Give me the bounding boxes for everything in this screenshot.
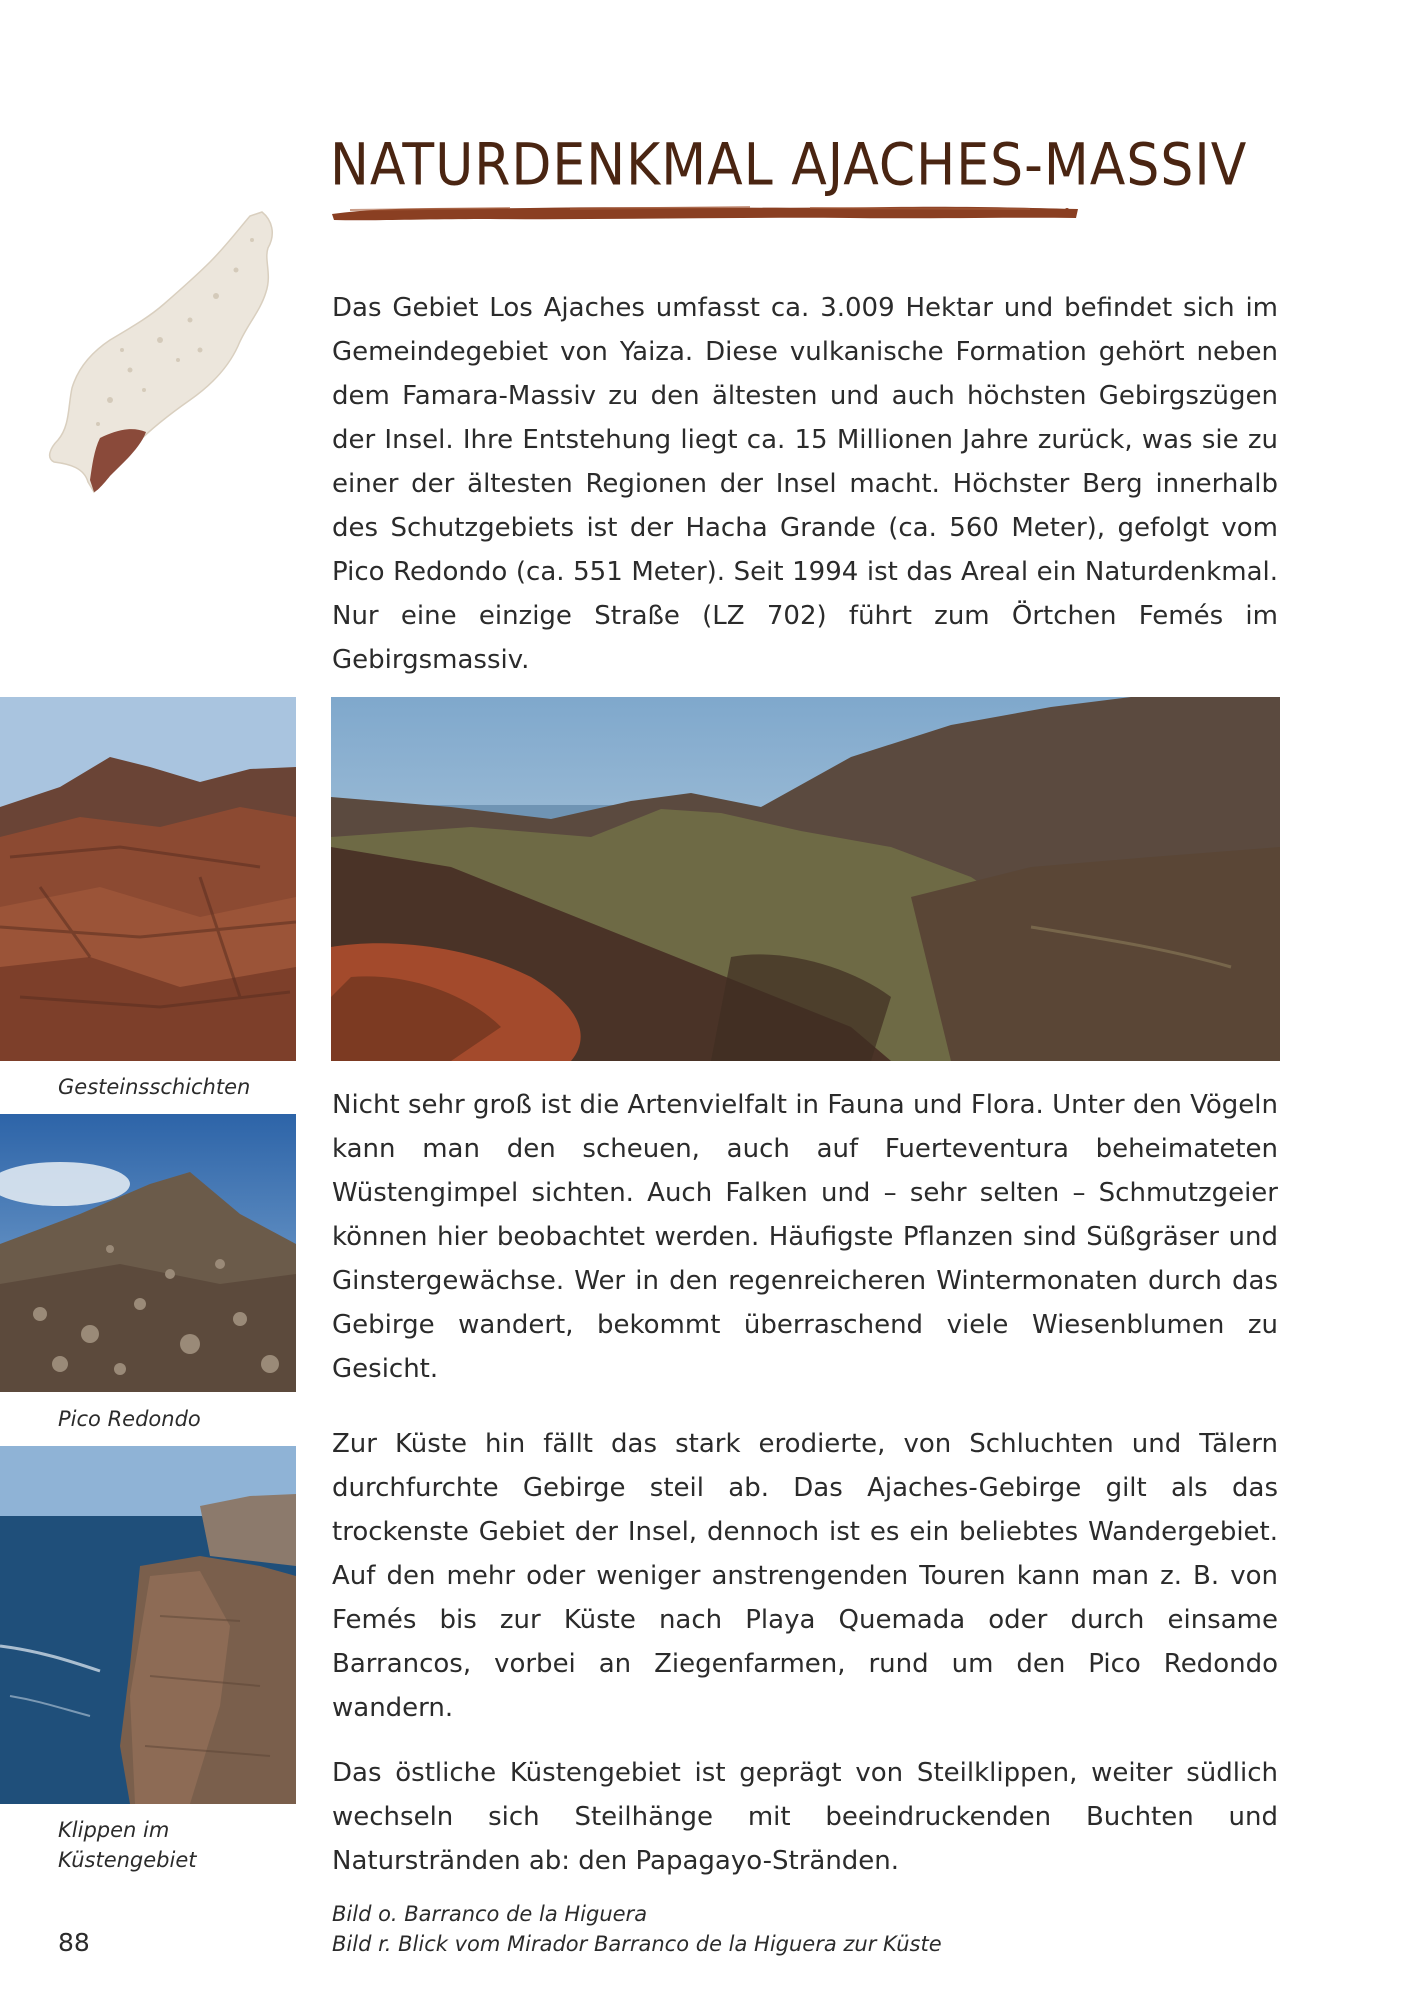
photo-credit: Bild o. Barranco de la Higuera	[332, 1902, 648, 1926]
paragraph: Zur Küste hin fällt das stark erodierte, von Schluchten und Tälern durchfurchte Gebirge steil ab. Das Ajaches-Gebirge gilt als das trockenste Gebiet der Insel, dennoch ist es ein beliebtes Wandergebiet. Auf den mehr oder weniger anstrengenden Touren kann man z. B. von Femés bis zur Küste nach Playa Quemada oder durch einsame Barrancos, vorbei an Ziegenfarmen, rund um den Pico Redondo wandern.	[332, 1429, 1278, 1723]
photo-caption: Klippen im Küstengebiet	[58, 1818, 197, 1872]
paragraph: Nicht sehr groß ist die Artenvielfalt in Fauna und Flora. Unter den Vögeln kann man den scheuen, auch auf Fuerteventura beheimateten Wüstengimpel sichten. Auch Falken und – sehr selten – Schmutzgeier können hier beobachtet werden. Häufigste Pflanzen sind Süßgräser und Ginstergewächse. Wer in den regenreicheren Wintermonaten durch das Gebirge wandert, bekommt überraschend viele Wiesenblumen zu Gesicht.	[332, 1090, 1278, 1384]
island-map-icon	[40, 200, 310, 500]
side-photo-coastal-cliffs	[0, 1446, 296, 1804]
paragraph: Das östliche Küstengebiet ist geprägt von Steilklippen, weiter südlich wechseln sich Steilhänge mit beeindruckenden Buchten und Naturstränden ab: den Papagayo-Stränden.	[332, 1758, 1278, 1876]
photo-caption: Gesteinsschichten	[58, 1075, 251, 1099]
side-photo-rock-layers	[0, 697, 296, 1061]
paragraph: Das Gebiet Los Ajaches umfasst ca. 3.009 Hektar und befindet sich im Gemeindegebiet von Yaiza. Diese vulkanische Formation gehört neben dem Famara-Massiv zu den ältesten und auch höchsten Gebirgszügen der Insel. Ihre Entstehung liegt ca. 15 Millionen Jahre zurück, was sie zu einer der ältesten Regionen der Insel macht. Höchster Berg innerhalb des Schutzgebiets ist der Hacha Grande (ca. 560 Meter), gefolgt vom Pico Redondo (ca. 551 Meter). Seit 1994 ist das Areal ein Naturdenkmal. Nur eine einzige Straße (LZ 702) führt zum Örtchen Femés im Gebirgsmassiv.	[332, 293, 1278, 675]
side-photo-pico-redondo	[0, 1114, 296, 1392]
photo-caption: Pico Redondo	[58, 1407, 201, 1431]
main-photo	[331, 697, 1280, 1061]
title-underline	[330, 200, 1080, 226]
photo-credit: Bild r. Blick vom Mirador Barranco de la Higuera zur Küste	[332, 1932, 942, 1956]
page-number: 88	[58, 1928, 90, 1957]
page-title: NATURDENKMAL AJACHES-MASSIV	[330, 132, 1248, 200]
